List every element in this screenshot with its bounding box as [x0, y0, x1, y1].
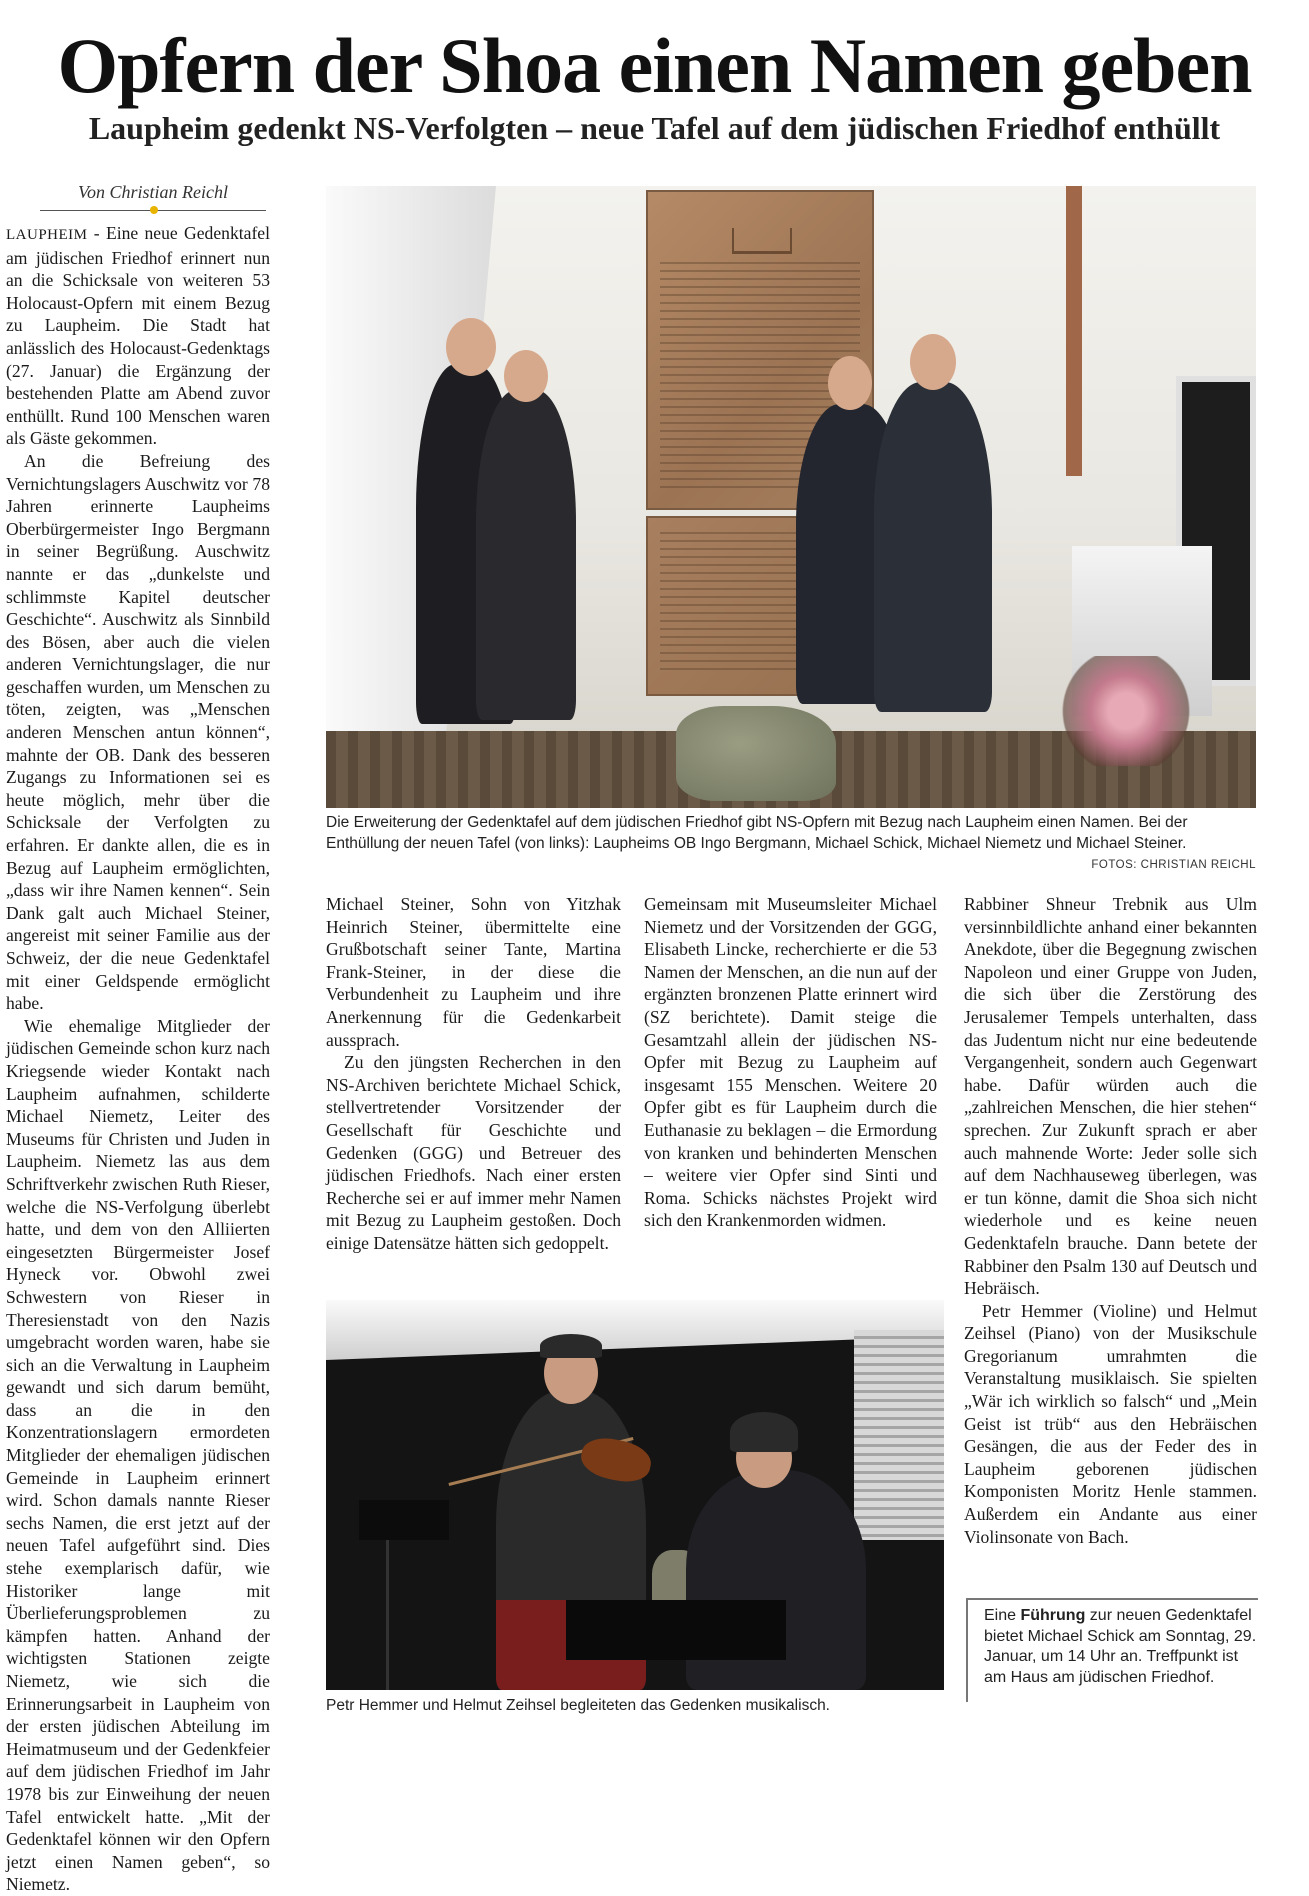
paragraph: Wie ehemalige Mitglieder der jüdischen Gemeinde schon kurz nach Kriegsende wieder Kontakt nach Laupheim aufnahmen, schilderte Michael Niemetz, Leiter des Museums für Christen und Juden in Laupheim. Niemetz las aus dem Schriftverkehr zwischen Ruth Rieser, welche die NS-Verfolgung überlebt hatte, und dem von den Alliierten eingesetzten Bürgermeister Josef Hyneck vor. Obwohl zwei Schwestern von Rieser in Theresienstadt von den Nazis umgebracht worden waren, habe sie sich an die Verwaltung in Laupheim gewandt und sich darum bemüht, dass an die in den Konzentrationslagern ermordeten Mitglieder der ehemaligen jüdischen Gemeinde in Laupheim erinnert wird. Schon damals nannte Rieser sechs Namen, die erst jetzt auf der neuen Tafel aufgeführt sind. Dies stehe exemplarisch dafür, wie Historiker lange mit Überlieferungsproblemen zu kämpfen hatten. Anhand der wichtigsten Stationen zeigte Niemetz, wie sich die Erinnerungsarbeit in Laupheim von der ersten jüdischen Abteilung im Heimatmuseum und der Gedenkfeier auf dem jüdischen Friedhof im Jahr 1978 bis zur Einweihung der neuen Tafel entwickelt hatte. „Mit der Gedenktafel können wir den Opfern jetzt einen Namen geben“, so Niemetz. — [6, 1015, 270, 1895]
headline: Opfern der Shoa einen Namen geben — [57, 22, 1252, 109]
menorah-icon — [732, 228, 792, 254]
person-head — [910, 334, 956, 390]
byline-dot — [150, 206, 158, 214]
beanie — [730, 1412, 798, 1452]
paragraph: Michael Steiner, Sohn von Yitzhak Heinrich Steiner, übermittelte eine Grußbotschaft seiner Tante, Martina Frank-Steiner, in der diese die Verbundenheit zu Laupheim und ihre Anerkennung für die Gedenkarbeit aussprach. — [326, 894, 621, 1050]
photo-music-stand — [386, 1500, 456, 1690]
person-head — [446, 318, 496, 376]
photo-musicians — [326, 1300, 944, 1690]
photo-tent-roof — [326, 1300, 944, 1360]
photo-credit: FOTOS: CHRISTIAN REICHL — [1091, 859, 1256, 871]
paragraph: An die Befreiung des Vernichtungslagers Auschwitz vor 78 Jahren erinnerte Laupheims Oberbürgermeister Ingo Bergmann in seiner Begrüßung. Auschwitz nannte er das „dunkelste und schlimmste Kapitel deutscher Geschichte“. Auschwitz als Sinnbild des Bösen, aber auch die vielen anderen Vernichtungslager, die nur geschaffen wurden, um Menschen zu töten, zeigten, was „Menschen anderen Menschen antun können“, mahnte der OB. Dank des besseren Zugangs zu Informationen sei es heute möglich, mehr über die Schicksale der Verfolgten zu erfahren. Er dankte allen, die es in Bezug auf Laupheim ermöglichten, „dass wir ihre Namen kennen“. Sein Dank galt auch Michael Steiner, angereist mit seiner Familie aus der Schweiz, der die neue Gedenktafel mit einer Geldspende ermöglicht habe. — [6, 450, 270, 1014]
info-text: zur neuen Gedenktafel bietet Michael Schick am Sonntag, 29. Januar, um 14 Uhr an. Treffpunkt ist am Haus am jüdischen Friedhof. — [984, 1607, 1257, 1686]
dateline: LAUPHEIM — [6, 227, 88, 243]
article-column-3 — [644, 893, 937, 1232]
byline: Von Christian Reichl — [78, 182, 228, 202]
photo-memorial-stone — [676, 706, 836, 801]
paragraph: Rabbiner Shneur Trebnik aus Ulm versinnbildlichte anhand einer bekannten Anekdote, über die Begegnung zwischen Napoleon und einer Gruppe von Juden, die sich über die Zerstörung des Jerusalemer Tempels unterhalten, dass das Judentum nicht nur eine bedeutende Vergangenheit, sondern auch Gegenwart habe. Dafür würden auch die „zahlreichen Menschen, die hier stehen“ sprechen. Zur Zukunft sprach er aber auch mahnende Worte: Jeder solle sich auf dem Nachhauseweg überlegen, was er tun könne, damit die Shoa sich nicht wiederhole und es keine neuen Gedenktafeln brauche. Dann betete der Rabbiner den Psalm 130 auf Deutsch und Hebräisch. — [964, 894, 1257, 1299]
photo-shutter — [854, 1330, 944, 1540]
article-column-4 — [964, 893, 1257, 1548]
person-steiner — [874, 382, 992, 712]
person-head — [504, 350, 548, 402]
paragraph: Petr Hemmer (Violine) und Helmut Zeihsel (Piano) von der Musikschule Gregorianum umrahmten die Veranstaltung musiklaisch. Sie spielten „Wär ich wirklich so falsch“ und „Mein Geist ist trüb“ aus den Hebräischen Gesängen, die aus der Feder des in Laupheim geborenen jüdischen Komponisten Moritz Henle stammen. Außerdem ein Andante aus einer Violinsonate von Bach. — [964, 1300, 1257, 1547]
photo-piano — [566, 1600, 786, 1660]
article-column-1 — [6, 222, 270, 1896]
paragraph: Gemeinsam mit Museumsleiter Michael Niemetz und der Vorsitzenden der GGG, Elisabeth Lincke, recherchierte er die 53 Namen der Menschen, an die nun auf der ergänzten bronzenen Platte erinnert wird (SZ berichtete). Damit steige die Gesamtzahl allein der jüdischen NS-Opfer mit Bezug zu Laupheim auf insgesamt 155 Menschen. Weitere 20 Opfer gibt es für Laupheim durch die Euthanasie zu beklagen – die Ermordung von kranken und behinderten Menschen – weitere vier Opfer sind Sinti und Roma. Schicks nächstes Projekt wird sich den Krankenmorden widmen. — [644, 894, 937, 1231]
person-schick — [476, 390, 576, 720]
photo-drainpipe — [1066, 186, 1082, 476]
subline: Laupheim gedenkt NS-Verfolgten – neue Tafel auf dem jüdischen Friedhof enthüllt — [88, 110, 1221, 146]
paragraph — [6, 222, 270, 450]
article-column-2 — [326, 893, 621, 1255]
info-box — [966, 1598, 1258, 1702]
paragraph-text: - Eine neue Gedenktafel am jüdischen Friedhof erinnert nun an die Schicksale von weiteren 53 Holocaust-Opfern mit einem Bezug zu Laupheim. Die Stadt hat anlässlich des Holocaust-Gedenktags (27. Januar) die Ergänzung der bestehenden Platte am Abend zuvor enthüllt. Rund 100 Menschen waren als Gäste gekommen. — [6, 223, 270, 449]
photo-caption-2: Petr Hemmer und Helmut Zeihsel begleiteten das Gedenken musikalisch. — [326, 1697, 830, 1714]
info-text: Eine — [984, 1607, 1021, 1624]
person-head — [828, 356, 872, 410]
photo-caption-1: Die Erweiterung der Gedenktafel auf dem jüdischen Friedhof gibt NS-Opfern mit Bezug nach Laupheim einen Namen. Bei der Enthüllung der neuen Tafel (von links): Laupheims OB Ingo Bergmann, Michael Schick, Michael Niemetz und Michael Steiner. — [326, 814, 1188, 852]
photo-memorial-plaque — [326, 186, 1256, 808]
photo-flowers — [1056, 656, 1196, 766]
paragraph: Zu den jüngsten Recherchen in den NS-Archiven berichtete Michael Schick, stellvertretender Vorsitzender der Gesellschaft für Geschichte und Gedenken (GGG) und Betreuer des jüdischen Friedhofs. Nach einer ersten Recherche sei er auf immer mehr Namen mit Bezug zu Laupheim gestoßen. Doch einige Datensätze hätten sich gedoppelt. — [326, 1052, 621, 1253]
flat-cap — [540, 1334, 602, 1358]
info-highlight: Führung — [1020, 1607, 1086, 1624]
